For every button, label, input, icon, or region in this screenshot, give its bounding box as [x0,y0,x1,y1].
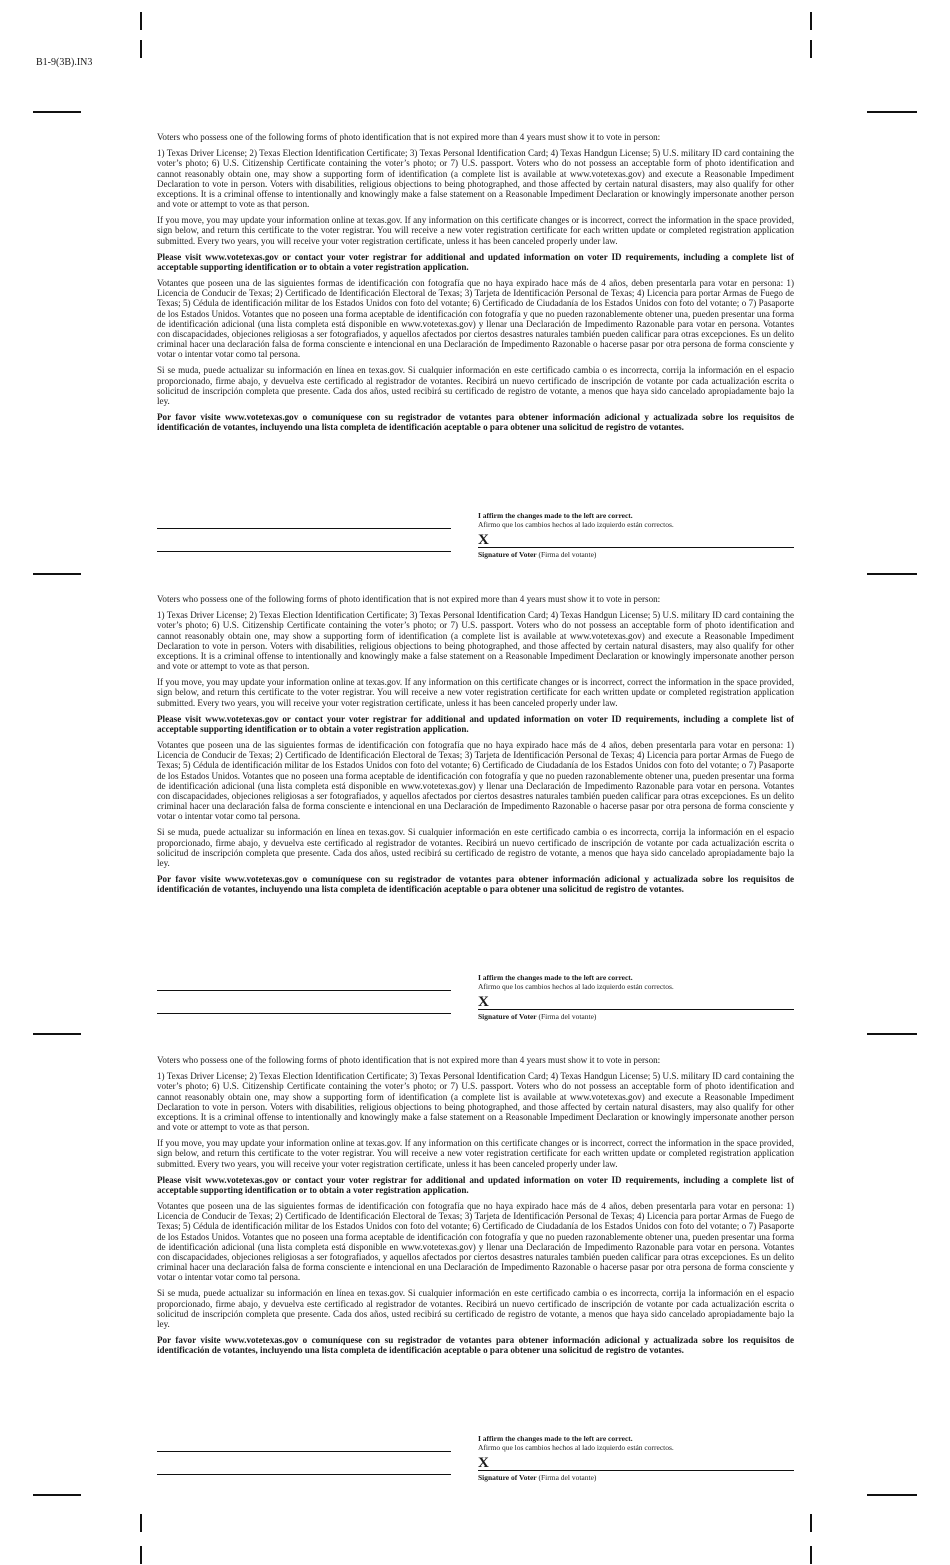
affirm-text-es: Afirmo que los cambios hechos al lado izquierdo están correctos. [478,1443,674,1453]
update-info: If you move, you may update your information online at texas.gov. If any information on this certificate changes or is incorrect, correct the information in the space provided, sign below, and return this certificate to the voter registrar. You will receive a new voter registration certificate for each written update or completed registration application submitted. Every two years, you will receive your voter registration certificate, unless it has been canceled properly under law. [157,1138,794,1169]
visit-notice: Please visit www.votetexas.gov or contact your voter registrar for additional and updated information on voter ID requirements, including a complete list of acceptable supporting identification or to obtain a voter registration application. [157,1174,794,1195]
affirm-text: I affirm the changes made to the left are correct. [478,1434,633,1443]
signature-line[interactable] [478,547,794,548]
correction-line[interactable] [157,1451,451,1452]
crop-mark-bottom-left-2 [140,1546,142,1564]
visit-notice: Please visit www.votetexas.gov or contact your voter registrar for additional and updated information on voter ID requirements, including a complete list of acceptable supporting identification or to obtain a voter registration application. [157,251,794,272]
crop-mark-top-left [140,12,142,30]
visit-notice-es: Por favor visite www.votetexas.gov o comuníquese con su registrador de votantes para obtener información adicional y actualizada sobre los requisitos de identificación de votantes, incluyendo una lista completa de identificación aceptable o para obtener una solicitud de registro de votantes. [157,874,794,895]
certificate-panel-2 [157,594,794,1021]
photo-id-list-es: Votantes que poseen una de las siguientes formas de identificación con fotografía que no haya expirado hace más de 4 años, deben presentarla para votar en persona: 1) Licencia de Conducir de Texas; 2) Certificado de Identificación Electoral de Texas; 3) Tarjeta de Identificación Personal de Texas; 4) Licencia para portar Armas de Fuego de Texas; 5) Cédula de identificación militar de los Estados Unidos con foto del votante; 6) Certificado de Ciudadanía de los Estados Unidos con foto del votante; o 7) Pasaporte de los Estados Unidos. Votantes que no poseen una forma aceptable de identificación con fotografía y que no pueden razonablemente obtener una, pueden presentar una forma de identificación adicional (una lista completa está disponible en www.votetexas.gov) y llenar una Declaración de Impedimento Razonable para votar en persona. Votantes con discapacidades, objeciones religiosas a ser fotografiados, y aquellos afectados por ciertos desastres naturales también pueden calificar para otras excepciones. Es un delito criminal hacer una declaración falsa de forma consciente e intencional en una Declaración de Impedimento Razonable o hacerse pasar por otra persona de forma consciente y votar o intentar votar como tal persona. [157,1201,794,1283]
update-info-es: Si se muda, puede actualizar su información en línea en texas.gov. Si cualquier información en este certificado cambia o es incorrecta, corrija la información en el espacio proporcionado, firme abajo, y devuelva este certificado al registrador de votantes. Recibirá un nuevo certificado de inscripción de votante por cada actualización escrita o solicitud de inscripción completa que presente. Cada dos años, usted recibirá su certificado de registro de votante, a menos que haya sido cancelado apropiadamente bajo la ley. [157,1288,794,1329]
visit-notice-es: Por favor visite www.votetexas.gov o comuníquese con su registrador de votantes para obtener información adicional y actualizada sobre los requisitos de identificación de votantes, incluyendo una lista completa de identificación aceptable o para obtener una solicitud de registro de votantes. [157,1335,794,1356]
photo-id-intro: Voters who possess one of the following forms of photo identification that is not expired more than 4 years must show it to vote in person: [157,1055,661,1065]
crop-mark-bottom-right [810,1514,812,1532]
form-code: B1-9(3B).IN3 [36,57,93,68]
photo-id-list: 1) Texas Driver License; 2) Texas Election Identification Certificate; 3) Texas Personal Identification Card; 4) Texas Handgun License; 5) U.S. military ID card containing the voter’s photo; 6) U.S. Citizenship Certificate containing the voter’s photo; or 7) U.S. passport. Voters who do not possess an acceptable form of photo identification and cannot reasonably obtain one, may show a supporting form of identification (a complete list is available at www.votetexas.gov) and execute a Reasonable Impediment Declaration to vote in person. Voters with disabilities, religious objections to being photographed, and those affected by certain natural disasters, may also qualify for other exceptions. It is a criminal offense to intentionally and knowingly make a false statement on a Reasonable Impediment Declaration or knowingly impersonate another person and vote or attempt to vote as that person. [157,148,794,210]
perforation-dash [867,1494,917,1496]
perforation-dash [33,1033,81,1035]
correction-line[interactable] [157,1474,451,1475]
affirm-text-es: Afirmo que los cambios hechos al lado izquierdo están correctos. [478,520,674,530]
signature-label [478,1012,794,1021]
visit-notice-es: Por favor visite www.votetexas.gov o comuníquese con su registrador de votantes para obtener información adicional y actualizada sobre los requisitos de identificación de votantes, incluyendo una lista completa de identificación aceptable o para obtener una solicitud de registro de votantes. [157,412,794,433]
signature-line[interactable] [478,1470,794,1471]
perforation-dash [33,573,81,575]
update-info-es: Si se muda, puede actualizar su información en línea en texas.gov. Si cualquier información en este certificado cambia o es incorrecta, corrija la información en el espacio proporcionado, firme abajo, y devuelva este certificado al registrador de votantes. Recibirá un nuevo certificado de inscripción de votante por cada actualización escrita o solicitud de inscripción completa que presente. Cada dos años, usted recibirá su certificado de registro de votante, a menos que haya sido cancelado apropiadamente bajo la ley. [157,365,794,406]
photo-id-intro: Voters who possess one of the following forms of photo identification that is not expired more than 4 years must show it to vote in person: [157,132,661,142]
perforation-dash [33,1494,81,1496]
photo-id-intro: Voters who possess one of the following forms of photo identification that is not expired more than 4 years must show it to vote in person: [157,594,661,604]
affirm-text-es: Afirmo que los cambios hechos al lado izquierdo están correctos. [478,982,674,992]
photo-id-list: 1) Texas Driver License; 2) Texas Election Identification Certificate; 3) Texas Personal Identification Card; 4) Texas Handgun License; 5) U.S. military ID card containing the voter’s photo; 6) U.S. Citizenship Certificate containing the voter’s photo; or 7) U.S. passport. Voters who do not possess an acceptable form of photo identification and cannot reasonably obtain one, may show a supporting form of identification (a complete list is available at www.votetexas.gov) and execute a Reasonable Impediment Declaration to vote in person. Voters with disabilities, religious objections to being photographed, and those affected by certain natural disasters, may also qualify for other exceptions. It is a criminal offense to intentionally and knowingly make a false statement on a Reasonable Impediment Declaration or knowingly impersonate another person and vote or attempt to vote as that person. [157,1071,794,1133]
correction-line[interactable] [157,1013,451,1014]
signature-label-en: Signature of Voter [478,550,537,559]
affirmation-block [478,974,794,1021]
update-info-es: Si se muda, puede actualizar su información en línea en texas.gov. Si cualquier información en este certificado cambia o es incorrecta, corrija la información en el espacio proporcionado, firme abajo, y devuelva este certificado al registrador de votantes. Recibirá un nuevo certificado de inscripción de votante por cada actualización escrita o solicitud de inscripción completa que presente. Cada dos años, usted recibirá su certificado de registro de votante, a menos que haya sido cancelado apropiadamente bajo la ley. [157,827,794,868]
signature-x: X [478,532,489,548]
signature-x: X [478,994,489,1010]
signature-label [478,1473,794,1482]
update-info: If you move, you may update your information online at texas.gov. If any information on this certificate changes or is incorrect, correct the information in the space provided, sign below, and return this certificate to the voter registrar. You will receive a new voter registration certificate for each written update or completed registration application submitted. Every two years, you will receive your voter registration certificate, unless it has been canceled properly under law. [157,215,794,246]
affirm-text: I affirm the changes made to the left are correct. [478,973,633,982]
update-info: If you move, you may update your information online at texas.gov. If any information on this certificate changes or is incorrect, correct the information in the space provided, sign below, and return this certificate to the voter registrar. You will receive a new voter registration certificate for each written update or completed registration application submitted. Every two years, you will receive your voter registration certificate, unless it has been canceled properly under law. [157,677,794,708]
crop-mark-bottom-right-2 [810,1546,812,1564]
photo-id-list: 1) Texas Driver License; 2) Texas Election Identification Certificate; 3) Texas Personal Identification Card; 4) Texas Handgun License; 5) U.S. military ID card containing the voter’s photo; 6) U.S. Citizenship Certificate containing the voter’s photo; or 7) U.S. passport. Voters who do not possess an acceptable form of photo identification and cannot reasonably obtain one, may show a supporting form of identification (a complete list is available at www.votetexas.gov) and execute a Reasonable Impediment Declaration to vote in person. Voters with disabilities, religious objections to being photographed, and those affected by certain natural disasters, may also qualify for other exceptions. It is a criminal offense to intentionally and knowingly make a false statement on a Reasonable Impediment Declaration or knowingly impersonate another person and vote or attempt to vote as that person. [157,610,794,672]
signature-area [157,974,794,1034]
signature-label-es: (Firma del votante) [538,1473,597,1482]
photo-id-list-es: Votantes que poseen una de las siguientes formas de identificación con fotografía que no haya expirado hace más de 4 años, deben presentarla para votar en persona: 1) Licencia de Conducir de Texas; 2) Certificado de Identificación Electoral de Texas; 3) Tarjeta de Identificación Personal de Texas; 4) Licencia para portar Armas de Fuego de Texas; 5) Cédula de identificación militar de los Estados Unidos con foto del votante; 6) Certificado de Ciudadanía de los Estados Unidos con foto del votante; o 7) Pasaporte de los Estados Unidos. Votantes que no poseen una forma aceptable de identificación con fotografía y que no pueden razonablemente obtener una, pueden presentar una forma de identificación adicional (una lista completa está disponible en www.votetexas.gov) y llenar una Declaración de Impedimento Razonable para votar en persona. Votantes con discapacidades, objeciones religiosas a ser fotografiados, y aquellos afectados por ciertos desastres naturales también pueden calificar para otras excepciones. Es un delito criminal hacer una declaración falsa de forma consciente e intencional en una Declaración de Impedimento Razonable o hacerse pasar por otra persona de forma consciente y votar o intentar votar como tal persona. [157,278,794,360]
crop-mark-bottom-left [140,1514,142,1532]
affirm-text: I affirm the changes made to the left are correct. [478,511,633,520]
signature-area [157,1435,794,1495]
perforation-dash [33,111,81,113]
signature-label-en: Signature of Voter [478,1012,537,1021]
crop-mark-top-right-2 [810,40,812,58]
signature-label-es: (Firma del votante) [538,1012,597,1021]
crop-mark-top-left-2 [140,40,142,58]
correction-line[interactable] [157,990,451,991]
affirmation-block [478,512,794,559]
signature-label-en: Signature of Voter [478,1473,537,1482]
signature-label-es: (Firma del votante) [538,550,597,559]
visit-notice: Please visit www.votetexas.gov or contact your voter registrar for additional and updated information on voter ID requirements, including a complete list of acceptable supporting identification or to obtain a voter registration application. [157,713,794,734]
signature-line[interactable] [478,1009,794,1010]
perforation-dash [867,573,917,575]
signature-label [478,550,794,559]
signature-area [157,512,794,572]
affirmation-block [478,1435,794,1482]
crop-mark-top-right [810,12,812,30]
photo-id-list-es: Votantes que poseen una de las siguientes formas de identificación con fotografía que no haya expirado hace más de 4 años, deben presentarla para votar en persona: 1) Licencia de Conducir de Texas; 2) Certificado de Identificación Electoral de Texas; 3) Tarjeta de Identificación Personal de Texas; 4) Licencia para portar Armas de Fuego de Texas; 5) Cédula de identificación militar de los Estados Unidos con foto del votante; 6) Certificado de Ciudadanía de los Estados Unidos con foto del votante; o 7) Pasaporte de los Estados Unidos. Votantes que no poseen una forma aceptable de identificación con fotografía y que no pueden razonablemente obtener una, pueden presentar una forma de identificación adicional (una lista completa está disponible en www.votetexas.gov) y llenar una Declaración de Impedimento Razonable para votar en persona. Votantes con discapacidades, objeciones religiosas a ser fotografiados, y aquellos afectados por ciertos desastres naturales también pueden calificar para otras excepciones. Es un delito criminal hacer una declaración falsa de forma consciente e intencional en una Declaración de Impedimento Razonable o hacerse pasar por otra persona de forma consciente y votar o intentar votar como tal persona. [157,740,794,822]
perforation-dash [867,1033,917,1035]
signature-x: X [478,1455,489,1471]
certificate-panel-1 [157,132,794,559]
correction-line[interactable] [157,551,451,552]
certificate-panel-3 [157,1055,794,1482]
perforation-dash [867,111,917,113]
correction-line[interactable] [157,528,451,529]
